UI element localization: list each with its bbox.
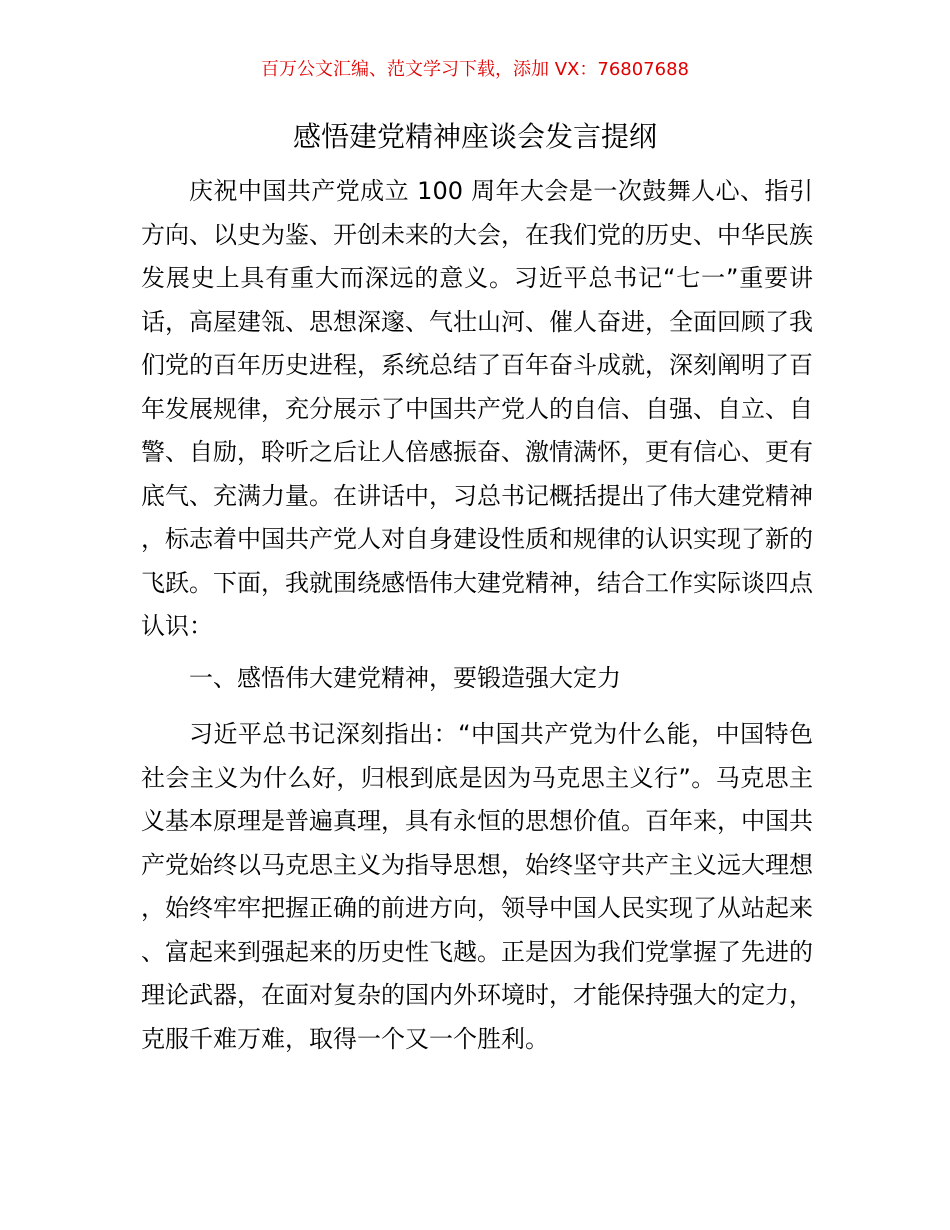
watermark-banner: 百万公文汇编、范文学习下载，添加 VX：76807688	[261, 59, 689, 80]
section-paragraph: 习近平总书记深刻指出：“中国共产党为什么能，中国特色社会主义为什么好，归根到底是因为马克思主义行”。马克思主义基本原理是普遍真理，具有永恒的思想价值。百年来，中国共产党始终以马克思主义为指导思想，始终坚守共产主义远大理想，始终牢牢把握正确的前进方向，领导中国人民实现了从站起来、富起来到强起来的历史性飞越。正是因为我们党掌握了先进的理论武器，在面对复杂的国内外环境时，才能保持强大的定力，克服千难万难，取得一个又一个胜利。	[141, 720, 813, 1053]
document-title: 感悟建党精神座谈会发言提纲	[292, 120, 657, 153]
section-heading: 一、感悟伟大建党精神，要锻造强大定力	[189, 664, 621, 692]
intro-paragraph: 庆祝中国共产党成立 100 周年大会是一次鼓舞人心、指引方向、以史为鉴、开创未来的大会，在我们党的历史、中华民族发展史上具有重大而深远的意义。习近平总书记“七一”重要讲话，高屋建瓴、思想深邃、气壮山河、催人奋进，全面回顾了我们党的百年历史进程，系统总结了百年奋斗成就，深刻阐明了百年发展规律，充分展示了中国共产党人的自信、自强、自立、自警、自励，聆听之后让人倍感振奋、激情满怀，更有信心、更有底气、充满力量。在讲话中，习总书记概括提出了伟大建党精神，标志着中国共产党人对自身建设性质和规律的认识实现了新的飞跃。下面，我就围绕感悟伟大建党精神，结合工作实际谈四点认识：	[141, 177, 813, 640]
